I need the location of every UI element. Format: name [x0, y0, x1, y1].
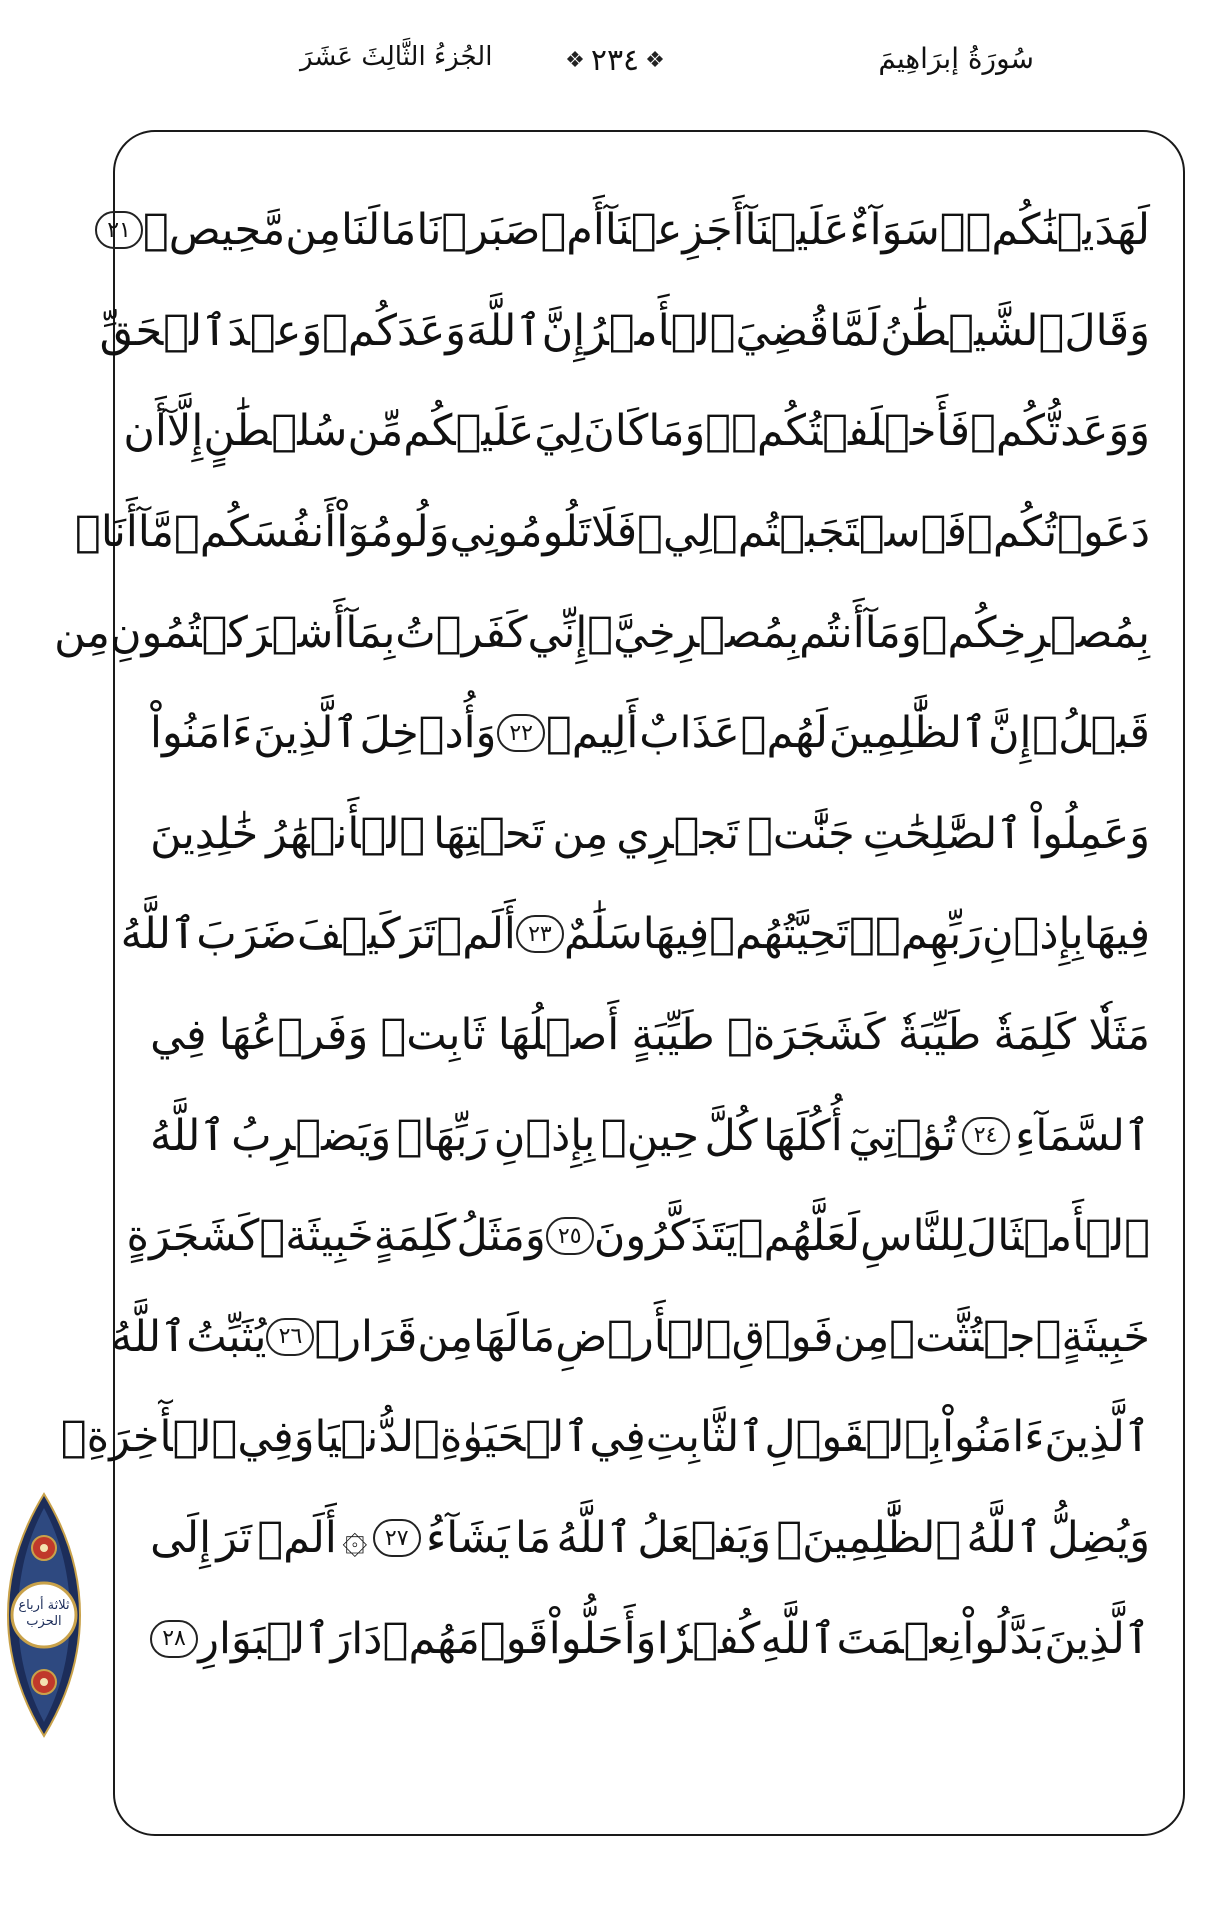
verse-word: فَوۡقِ [731, 1311, 834, 1362]
ayah-number-marker: ٢١ [95, 211, 143, 249]
verse-word: أَلَمۡ [436, 909, 516, 960]
verse-word: فِي [589, 1412, 646, 1463]
rub-el-hizb-icon: ۞ [342, 1513, 368, 1564]
verse-word: ٱلۡأَمۡرُ [585, 305, 736, 356]
verse-line [123, 381, 1150, 482]
verse-word: فَٱسۡتَجَبۡتُمۡ [711, 507, 968, 558]
verse-word: لَهُمۡ [740, 708, 828, 759]
verse-word: سُلۡطَٰنٍ [203, 406, 348, 457]
verse-word: مِن [552, 808, 609, 859]
verse-word: بَدَّلُواْ [962, 1613, 1045, 1664]
verse-word: مِن [417, 1311, 474, 1362]
surah-name: سُورَةُ إبرَاهِيمَ [878, 42, 1034, 75]
verse-word: لِيۖ [637, 507, 712, 558]
ayah-number-marker: ٢٧ [373, 1519, 421, 1557]
verse-word: ٱلثَّابِتِ [645, 1412, 765, 1463]
verse-word: فَأَخۡلَفۡتُكُمۡۖ [705, 406, 971, 457]
verse-word: مَّحِيصٖ [143, 205, 286, 256]
verse-word: ٱلَّذِينَ [253, 708, 359, 759]
verse-word: كُلَّ [704, 1110, 758, 1161]
verse-word: ٱلظَّٰلِمِينَۚ [776, 1513, 962, 1564]
verse-word: ٱلَّذِينَ [1044, 1613, 1150, 1664]
ornament-icon: ❖ [565, 47, 585, 73]
ayah-number-marker: ٢٥ [546, 1217, 594, 1255]
verse-word: عَذَابٌ [639, 708, 740, 759]
verse-word: تَحِيَّتُهُمۡ [709, 909, 850, 960]
verse-word: ٱلشَّيۡطَٰنُ [880, 305, 1065, 356]
ayah-number-marker: ٢٤ [962, 1117, 1010, 1155]
verse-word: سَلَٰمٌ [563, 909, 643, 960]
verse-word: وَأَحَلُّواْ [548, 1613, 657, 1664]
verse-word: ٱللَّهِ [760, 1613, 837, 1664]
verse-word: سَوَآءٌ [849, 205, 940, 256]
verse-word: جَنَّٰتٖ [747, 808, 855, 859]
verse-word: وَعَدَكُمۡ [322, 305, 467, 356]
verse-word: كَانَ [583, 406, 649, 457]
verse-word: لِلنَّاسِ [860, 1211, 967, 1262]
verse-word: ءَامَنُواْ [150, 708, 253, 759]
verse-word: قَبۡلُۗ [1032, 708, 1150, 759]
verse-word: أَشۡرَكۡتُمُونِ [109, 607, 346, 658]
verse-word: أَلَمۡ [257, 1513, 337, 1564]
verse-word: طَيِّبَةٗ [897, 1010, 982, 1061]
verse-word: ٱلۡبَوَارِ [198, 1613, 331, 1664]
verse-word: تَرَ [400, 909, 437, 960]
verse-line [150, 683, 1150, 784]
verse-line [120, 884, 1150, 985]
verse-line [126, 1186, 1150, 1287]
verse-word: بِمَآ [345, 607, 396, 658]
page-number: ٢٣٤ [590, 42, 640, 78]
verse-word: أَنفُسَكُمۖ [173, 507, 337, 558]
ornament-icon: ❖ [645, 47, 665, 73]
juz-label: الجُزءُ الثَّالِثَ عَشَرَ [300, 42, 493, 72]
verse-word: وَلُومُوٓاْ [336, 507, 450, 558]
verse-word: أَجَزِعۡنَآ [604, 205, 745, 256]
verse-word: مَا [519, 1311, 556, 1362]
verse-word: لَنَا [341, 205, 381, 256]
verse-word: أَلِيمٞ [545, 708, 639, 759]
verse-word: أَصۡلُهَا [497, 1010, 620, 1061]
verse-word: قَرَارٖ [314, 1311, 418, 1362]
page-number-box [520, 38, 710, 82]
verse-word: ٱلۡأَنۡهَٰرُ [266, 808, 426, 859]
verse-line [150, 1588, 1150, 1689]
verse-word: بِمُصۡرِخِكُمۡ [921, 607, 1150, 658]
verse-word: كَلِمَةٗ [993, 1010, 1077, 1061]
verse-word: أَمۡ [540, 205, 605, 256]
verse-word: ٱلۡأٓخِرَةِۖ [60, 1412, 238, 1463]
verse-word: ٱللَّهُ [966, 1513, 1043, 1564]
verse-word: فِي [150, 1010, 207, 1061]
verse-word: يُثَبِّتُ [186, 1311, 267, 1362]
verse-word: وَيَضۡرِبُ [231, 1110, 392, 1161]
verse-word: إِنَّ [541, 305, 586, 356]
verse-word: قَوۡمَهُمۡ [382, 1613, 549, 1664]
verse-word: ٱللَّهَ [466, 305, 542, 356]
verse-word: عَلَيۡكُم [403, 406, 535, 457]
verse-word: حِينِۢ [600, 1110, 699, 1161]
verse-word: طَيِّبَةٍ [631, 1010, 715, 1061]
verse-word: كَفَرۡتُ [395, 607, 528, 658]
verse-word: خَبِيثَةٍ [1061, 1311, 1150, 1362]
verse-word: خَٰلِدِينَ [150, 808, 259, 859]
ayah-number-marker: ٢٣ [516, 915, 564, 953]
ayah-number-marker: ٢٢ [497, 714, 545, 752]
verse-word: بِمُصۡرِخِيَّۖ [587, 607, 800, 658]
verse-word: مَا [380, 205, 417, 256]
verse-word: مَا [515, 1513, 552, 1564]
verse-word: وَيُضِلُّ [1047, 1513, 1150, 1564]
verse-word: رَبِّهِمۡۖ [849, 909, 982, 960]
verse-word: ٱللَّهُ [150, 1110, 226, 1161]
verse-word: كَلِمَةٍ [373, 1211, 457, 1262]
verse-word: ٱللَّهُ [110, 1311, 187, 1362]
verse-line [110, 1287, 1150, 1388]
page-header [0, 28, 1214, 88]
verse-word: ٱلسَّمَآءِ [1015, 1110, 1150, 1161]
verse-word: كَيۡفَ [296, 909, 401, 960]
verse-word: وَمَآ [864, 607, 922, 658]
verse-word: ٱللَّهُ [556, 1513, 633, 1564]
verse-word: ٱلظَّٰلِمِينَ [828, 708, 988, 759]
verse-word: إِنِّي [527, 607, 588, 658]
verse-word: فِيهَا [642, 909, 710, 960]
verse-word: وَمَا [648, 406, 706, 457]
verse-word: وَمَثَلُ [456, 1211, 546, 1262]
verse-word: أُكُلَهَا [763, 1110, 843, 1161]
verse-word: ٱلدُّنۡيَا [314, 1412, 440, 1463]
verse-line [150, 985, 1150, 1086]
verse-word: بِإِذۡنِ [981, 909, 1084, 960]
verse-word: لَمَّا [829, 305, 881, 356]
verse-word: عَلَيۡنَآ [744, 205, 850, 256]
verse-word: مِّن [347, 406, 404, 457]
ayah-number-marker: ٢٦ [266, 1318, 314, 1356]
verse-word: ٱجۡتُثَّتۡ [889, 1311, 1062, 1362]
verse-line [99, 281, 1150, 382]
verse-lines [54, 180, 1150, 1800]
verse-word: وَأُدۡخِلَ [359, 708, 497, 759]
verse-line [54, 582, 1150, 683]
verse-line [60, 1387, 1150, 1488]
verse-word: دَعَوۡتُكُمۡ [967, 507, 1150, 558]
verse-word: يَشَآءُ [426, 1513, 510, 1564]
verse-word: مِن [54, 607, 110, 658]
verse-word: رَبِّهَاۗ [396, 1110, 489, 1161]
verse-word: وَفِي [237, 1412, 315, 1463]
verse-word: وَعَمِلُواْ [1030, 808, 1150, 859]
verse-word: ٱلصَّٰلِحَٰتِ [862, 808, 1023, 859]
verse-word: ٱلۡأَرۡضِ [555, 1311, 732, 1362]
verse-word: مَّآ [137, 507, 174, 558]
verse-word: إِنَّ [987, 708, 1032, 759]
verse-word: ثَابِتٞ [380, 1010, 486, 1061]
verse-word: وَيَفۡعَلُ [637, 1513, 772, 1564]
verse-word: ٱلۡأَمۡثَالَ [966, 1211, 1150, 1262]
verse-word: نِعۡمَتَ [836, 1613, 963, 1664]
verse-word: صَبَرۡنَا [416, 205, 541, 256]
verse-word: تَلُومُونِي [449, 507, 591, 558]
verse-word: ٱلۡحَقِّ [99, 305, 228, 356]
verse-word: ٱلۡحَيَوٰةِ [439, 1412, 590, 1463]
ayah-number-marker: ٢٨ [150, 1620, 198, 1658]
verse-word: إِلَّآ [166, 406, 204, 457]
verse-word: بِإِذۡنِ [493, 1110, 596, 1161]
verse-word: فِيهَا [1083, 909, 1150, 960]
verse-word: كَشَجَرَةٖ [727, 1010, 886, 1061]
verse-word: وَفَرۡعُهَا [218, 1010, 369, 1061]
verse-word: خَبِيثَةٖ [259, 1211, 374, 1262]
verse-line [150, 1488, 1150, 1589]
verse-word: تَجۡرِي [616, 808, 740, 859]
verse-word: دَارَ [330, 1613, 383, 1664]
verse-word: يَتَذَكَّرُونَ [593, 1211, 738, 1262]
verse-word: لَهَا [473, 1311, 520, 1362]
verse-word: مِن [285, 205, 342, 256]
hizb-marker [4, 1490, 84, 1740]
verse-line [150, 1085, 1150, 1186]
verse-line [107, 180, 1150, 281]
verse-word: ٱلَّذِينَ [1044, 1412, 1150, 1463]
verse-word: إِلَى [150, 1513, 212, 1564]
verse-line [150, 784, 1150, 885]
verse-word: ءَامَنُواْ [942, 1412, 1045, 1463]
verse-word: تَحۡتِهَا [433, 808, 545, 859]
verse-word: وَعۡدَ [227, 305, 323, 356]
verse-word: مَثَلٗا [1088, 1010, 1150, 1061]
verse-word: تُؤۡتِيٓ [848, 1110, 957, 1161]
verse-word: ٱللَّهُ [120, 909, 197, 960]
verse-word: وَقَالَ [1064, 305, 1150, 356]
verse-word: لَهَدَيۡنَٰكُمۡۖ [939, 205, 1150, 256]
verse-word: تَرَ [216, 1513, 253, 1564]
verse-word: لَعَلَّهُمۡ [737, 1211, 861, 1262]
verse-word: فَلَا [590, 507, 638, 558]
verse-word: ضَرَبَ [196, 909, 297, 960]
verse-word: لِيَ [534, 406, 584, 457]
verse-word: وَوَعَدتُّكُمۡ [970, 406, 1150, 457]
verse-word: أَنتُم [799, 607, 865, 658]
verse-word: مِن [833, 1311, 890, 1362]
verse-word: أَنَا۠ [75, 507, 138, 558]
hizb-label: ثلاثة أرباع الحزب [18, 1598, 70, 1629]
verse-word: قُضِيَ [735, 305, 830, 356]
verse-word: أَن [123, 406, 167, 457]
verse-word: كُفۡرٗا [656, 1613, 761, 1664]
verse-word: بِٱلۡقَوۡلِ [764, 1412, 943, 1463]
verse-line [75, 482, 1150, 583]
verse-word: كَشَجَرَةٍ [126, 1211, 260, 1262]
